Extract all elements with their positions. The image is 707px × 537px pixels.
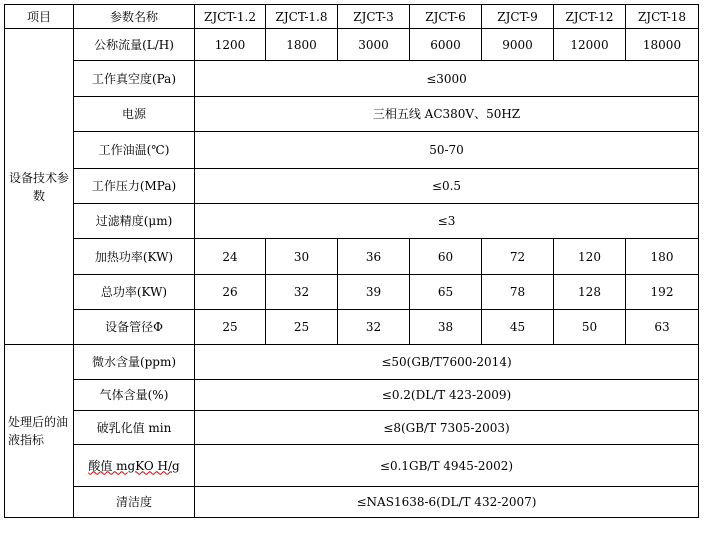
value-cell: 1800 [266,29,338,61]
value-cell: 1200 [195,29,266,61]
value-oil-temp: 50-70 [195,132,699,169]
header-model: ZJCT-9 [482,5,554,29]
header-model: ZJCT-1.2 [195,5,266,29]
value-cell: 120 [554,239,626,275]
value-cell: 180 [626,239,699,275]
table-row [5,487,699,518]
value-cell: 39 [338,275,410,310]
value-acid: ≤0.1GB/T 4945-2002) [195,445,699,487]
value-cell: 60 [410,239,482,275]
param-label-pressure: 工作压力(MPa) [74,169,195,204]
value-cell: 65 [410,275,482,310]
value-cell: 26 [195,275,266,310]
value-water: ≤50(GB/T7600-2014) [195,345,699,380]
value-cell: 6000 [410,29,482,61]
table-row [5,29,699,61]
value-cell: 12000 [554,29,626,61]
table-row [5,310,699,345]
value-cell: 50 [554,310,626,345]
value-gas: ≤0.2(DL/T 423-2009) [195,380,699,411]
param-label-filter: 过滤精度(μm) [74,204,195,239]
param-label-oil-temp: 工作油温(℃) [74,132,195,169]
table-row [5,204,699,239]
table-row [5,445,699,487]
value-cell: 128 [554,275,626,310]
param-label-flow: 公称流量(L/H) [74,29,195,61]
param-label-water: 微水含量(ppm) [74,345,195,380]
header-model: ZJCT-1.8 [266,5,338,29]
param-label-power-supply: 电源 [74,97,195,132]
table-row [5,275,699,310]
param-label-acid [74,445,195,487]
group-oil-indicators: 处理后的油液指标 [5,345,74,518]
table-row [5,380,699,411]
table-row [5,132,699,169]
value-clean: ≤NAS1638-6(DL/T 432-2007) [195,487,699,518]
value-cell: 9000 [482,29,554,61]
param-label-total-power: 总功率(KW) [74,275,195,310]
value-cell: 72 [482,239,554,275]
header-model: ZJCT-18 [626,5,699,29]
header-model: ZJCT-12 [554,5,626,29]
value-cell: 38 [410,310,482,345]
group-equipment-params: 设备技术参数 [5,29,74,345]
param-label-vacuum: 工作真空度(Pa) [74,61,195,97]
table-row [5,97,699,132]
param-label-demulsify: 破乳化值 min [74,411,195,445]
header-item: 项目 [5,5,74,29]
value-cell: 3000 [338,29,410,61]
value-filter: ≤3 [195,204,699,239]
table-row [5,411,699,445]
value-cell: 25 [266,310,338,345]
value-cell: 30 [266,239,338,275]
value-cell: 32 [266,275,338,310]
value-cell: 63 [626,310,699,345]
value-cell: 78 [482,275,554,310]
acid-label-text: 酸值 mgKO H/g [88,458,180,473]
header-model: ZJCT-6 [410,5,482,29]
param-label-heating: 加热功率(KW) [74,239,195,275]
value-cell: 25 [195,310,266,345]
value-pressure: ≤0.5 [195,169,699,204]
header-param-name: 参数名称 [74,5,195,29]
param-label-pipe: 设备管径Φ [74,310,195,345]
spec-table [4,4,699,518]
value-cell: 36 [338,239,410,275]
value-power-supply: 三相五线 AC380V、50HZ [195,97,699,132]
value-cell: 24 [195,239,266,275]
value-cell: 45 [482,310,554,345]
value-cell: 32 [338,310,410,345]
value-vacuum: ≤3000 [195,61,699,97]
table-row [5,345,699,380]
table-row [5,169,699,204]
value-demulsify: ≤8(GB/T 7305-2003) [195,411,699,445]
param-label-gas: 气体含量(%) [74,380,195,411]
table-row [5,239,699,275]
header-row [5,5,699,29]
value-cell: 18000 [626,29,699,61]
param-label-clean: 清洁度 [74,487,195,518]
value-cell: 192 [626,275,699,310]
header-model: ZJCT-3 [338,5,410,29]
table-row [5,61,699,97]
